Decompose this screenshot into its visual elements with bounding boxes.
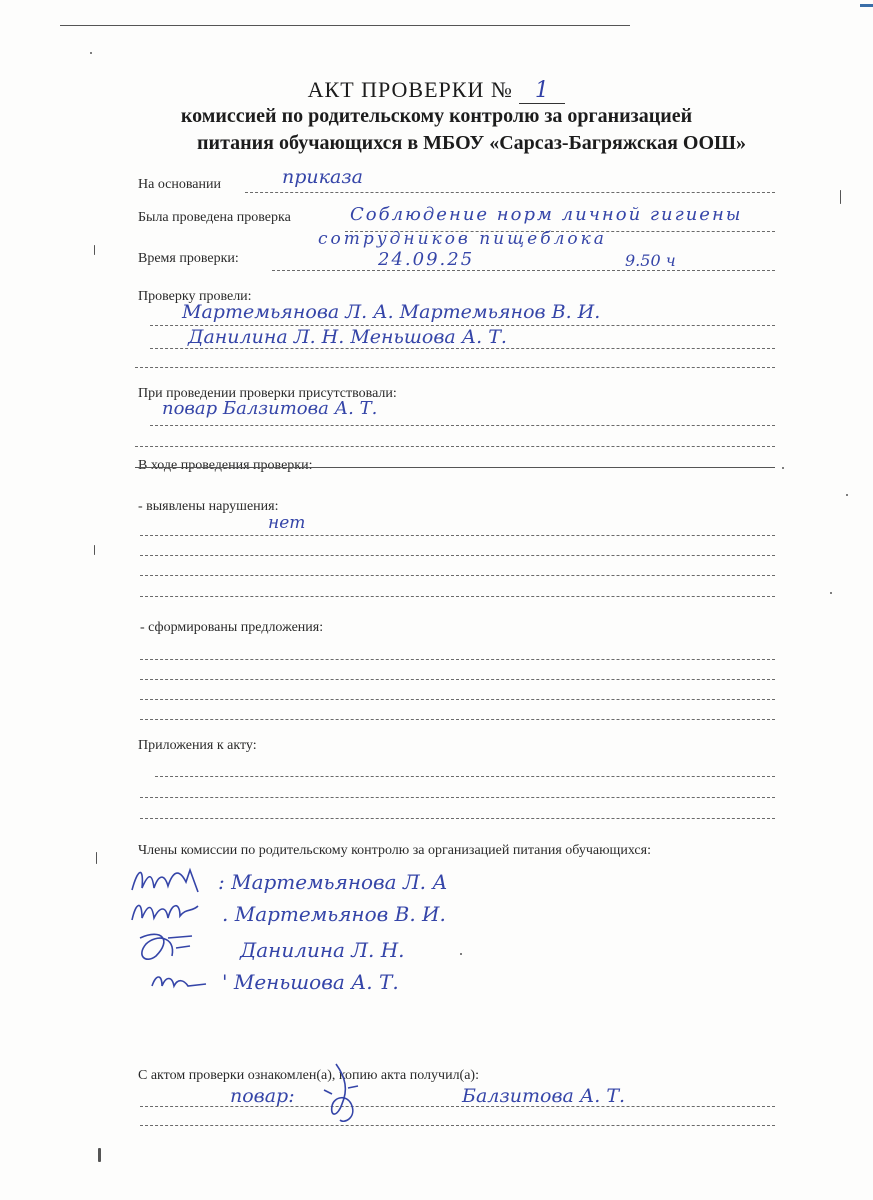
- acknowledgement-label: С актом проверки ознакомлен(а), копию акта получил(а):: [138, 1068, 479, 1083]
- member2-name: . Мартемьянов В. И.: [222, 902, 446, 926]
- proposals-line3: [140, 699, 775, 700]
- attachments-label: Приложения к акту:: [138, 738, 257, 753]
- proposals-line4: [140, 719, 775, 720]
- basis-label: На основании: [138, 177, 221, 192]
- act-title-prefix: АКТ ПРОВЕРКИ №: [307, 77, 513, 102]
- proposals-line1: [140, 659, 775, 660]
- member1-signature: [128, 862, 208, 898]
- scan-speck: [830, 592, 832, 594]
- violations-line4: [140, 596, 775, 597]
- act-number: 1: [519, 78, 565, 104]
- violations-value: нет: [268, 513, 306, 533]
- act-title: [0, 77, 873, 104]
- present-line2: [135, 446, 775, 447]
- scan-speck: [840, 190, 841, 204]
- acknowledgement-line2: [140, 1125, 775, 1126]
- time-hour: 9.50 ч: [625, 251, 676, 270]
- scan-speck: [94, 245, 95, 255]
- scan-edge-mark: [860, 4, 873, 7]
- member3-signature: [132, 926, 212, 968]
- violations-line1: [140, 535, 775, 536]
- inspectors-names-line2: Данилина Л. Н. Меньшова А. Т.: [188, 326, 507, 348]
- time-label: Время проверки:: [138, 251, 239, 266]
- basis-line: [245, 192, 775, 193]
- violations-line3: [140, 575, 775, 576]
- proposals-line2: [140, 679, 775, 680]
- time-date: 24.09.25: [378, 249, 475, 270]
- act-subtitle-line1: комиссией по родительскому контролю за организацией: [180, 105, 693, 127]
- member2-signature: [128, 894, 208, 928]
- member3-name: Данилина Л. Н.: [240, 938, 405, 962]
- scan-speck: [846, 494, 848, 496]
- acknowledgement-role: повар:: [230, 1085, 295, 1107]
- members-label: Члены комиссии по родительскому контролю за организацией питания обучающихся:: [138, 843, 651, 858]
- findings-top-rule: [135, 467, 775, 468]
- attachments-line2: [140, 797, 775, 798]
- findings-label: В ходе проведения проверки:: [138, 458, 313, 473]
- basis-value: приказа: [282, 166, 364, 188]
- scan-speck: [96, 852, 97, 864]
- scan-speck: [460, 953, 462, 955]
- scan-speck: [782, 467, 784, 469]
- inspectors-names-line1: Мартемьянова Л. А. Мартемьянов В. И.: [182, 301, 601, 323]
- member1-name: : Мартемьянова Л. А: [218, 870, 448, 894]
- check-value-line1: Соблюдение норм личной гигиены: [350, 204, 743, 225]
- present-line1: [150, 425, 775, 426]
- act-subtitle-line2: питания обучающихся в МБОУ «Сарсаз-Багряжская ООШ»: [197, 132, 746, 154]
- top-rule: [60, 25, 630, 26]
- check-value-line2: сотрудников пищеблока: [318, 229, 607, 249]
- scan-speck: [94, 545, 95, 555]
- violations-label: - выявлены нарушения:: [138, 499, 279, 514]
- member4-signature: [148, 966, 218, 994]
- member4-name: ' Меньшова А. Т.: [222, 970, 399, 994]
- attachments-line3: [140, 818, 775, 819]
- present-value: повар Балзитова А. Т.: [162, 398, 378, 419]
- attachments-line1: [155, 776, 775, 777]
- proposals-label: - сформированы предложения:: [140, 620, 324, 635]
- violations-line2: [140, 555, 775, 556]
- inspectors-line3: [135, 367, 775, 368]
- present-label: При проведении проверки присутствовали:: [138, 386, 397, 401]
- scan-speck: [90, 52, 92, 54]
- acknowledgement-name: Балзитова А. Т.: [462, 1085, 626, 1107]
- inspectors-label: Проверку провели:: [138, 289, 252, 304]
- acknowledgement-signature: [318, 1060, 366, 1126]
- scan-speck: [98, 1148, 101, 1162]
- time-line: [272, 270, 775, 271]
- check-label: Была проведена проверка: [138, 210, 291, 225]
- inspectors-line2: [150, 348, 775, 349]
